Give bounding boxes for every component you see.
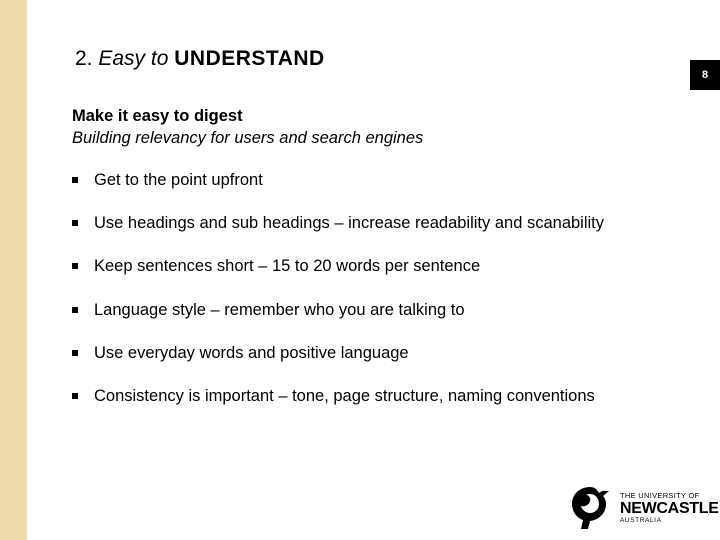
logo-line1: THE UNIVERSITY OF (620, 491, 700, 500)
bullet-text: Get to the point upfront (94, 171, 263, 189)
bullet-item (72, 300, 604, 343)
bullet-square-icon (72, 263, 78, 269)
seahorse-emblem-icon (568, 485, 612, 531)
logo-line2: NEWCASTLE (620, 499, 719, 517)
subheading (72, 105, 423, 149)
left-accent-bar (0, 0, 27, 540)
bullet-text: Use headings and sub headings – increase readability and scanability (94, 214, 605, 233)
bullet-text: Consistency is important – tone, page structure, naming conventions (94, 386, 595, 405)
subheading-line2: Building relevancy for users and search engines (72, 129, 424, 147)
logo-line3: AUSTRALIA (620, 516, 662, 524)
bullet-square-icon (72, 177, 78, 183)
bullet-list (72, 170, 604, 429)
bullet-item (72, 343, 604, 386)
bullet-item (72, 213, 604, 256)
bullet-item (72, 386, 604, 429)
title-italic: Easy to (98, 47, 169, 70)
bullet-item (72, 170, 604, 213)
subheading-line1: Make it easy to digest (72, 107, 243, 125)
bullet-item (72, 256, 604, 299)
page-number-badge: 8 (690, 60, 720, 90)
bullet-square-icon (72, 307, 78, 313)
title-number: 2. (75, 47, 93, 70)
bullet-text: Use everyday words and positive language (94, 343, 409, 362)
bullet-square-icon (72, 393, 78, 399)
bullet-text: Language style – remember who you are talking to (94, 300, 465, 319)
bullet-square-icon (72, 350, 78, 356)
bullet-text: Keep sentences short – 15 to 20 words per sentence (94, 257, 481, 276)
university-logo (568, 484, 719, 532)
slide-title (75, 45, 325, 73)
title-bold: UNDERSTAND (174, 47, 325, 70)
bullet-square-icon (72, 220, 78, 226)
